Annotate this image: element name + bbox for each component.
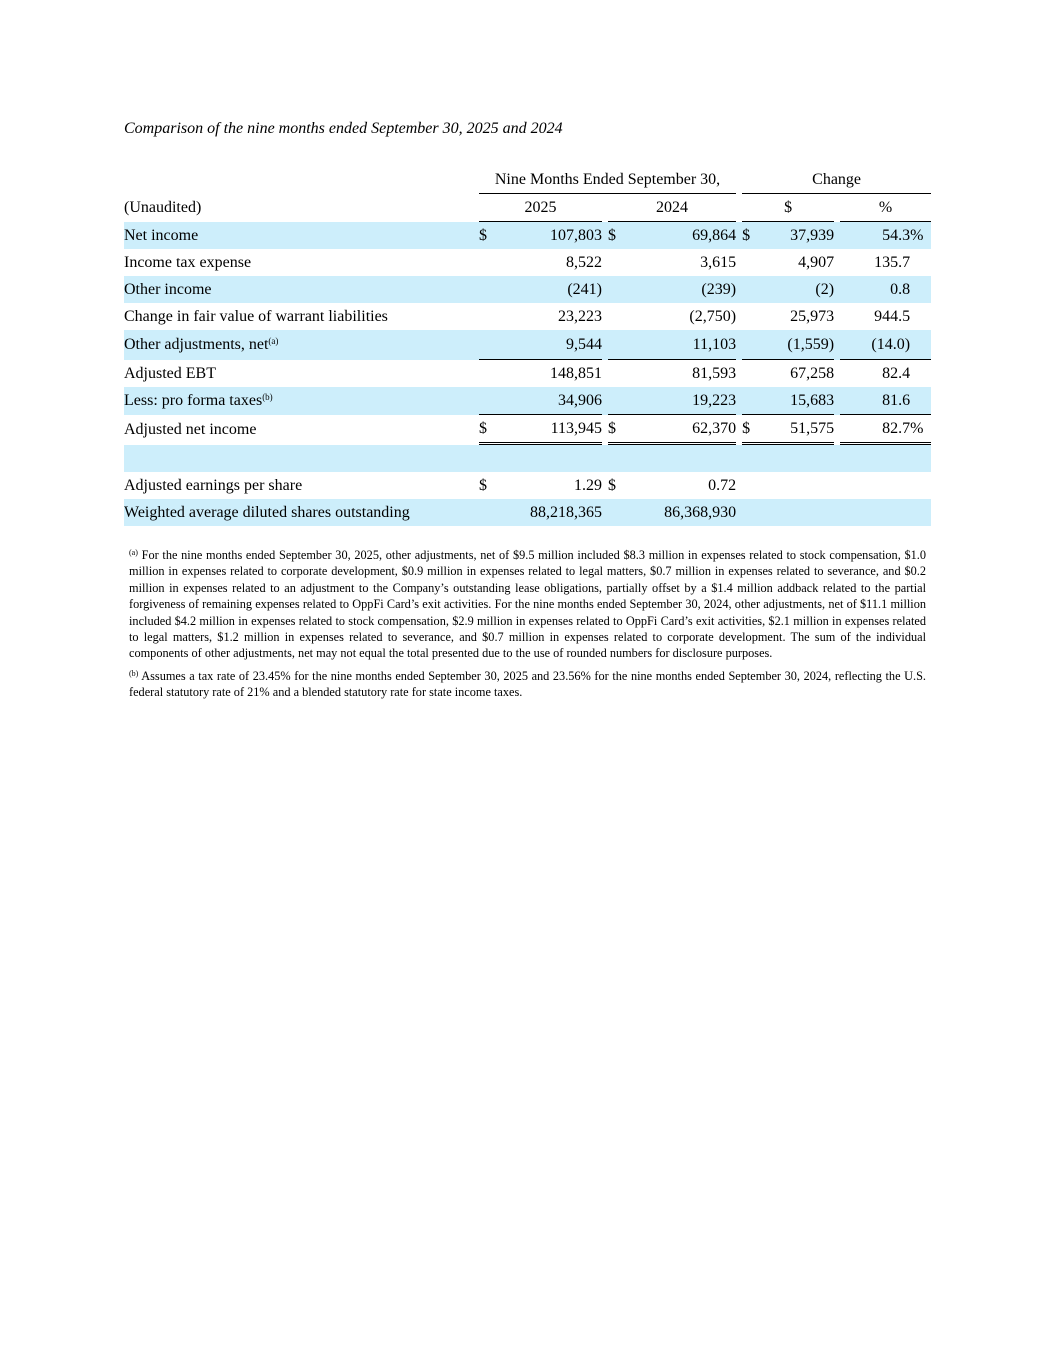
header-group-row [124,166,931,194]
unaudited-label: (Unaudited) [124,199,202,216]
col-change-dollar-header: $ [742,194,834,222]
table-row-adjusted-ebt: Adjusted EBT 148,851 81,593 67,258 82.4 [124,364,911,382]
table-row-eps: Adjusted earnings per share $ 1.29 $ 0.72 [124,476,737,494]
table-row-warrant-liabilities: Change in fair value of warrant liabilities 23,223 (2,750) 25,973 944.5 [124,307,911,325]
period-group-header: Nine Months Ended September 30, [479,166,736,194]
footnote-b: $^{(b)}$ Assumes a tax rate of 23.45% for the nine months ended September 30, 2025 and 23.56% for the nine months ended September 30, 2024, reflecting the U.S. federal statutory rate of 21% and a blended statutory rate for state income taxes. [129,668,926,700]
col-change-percent-header: % [840,194,931,222]
table-row-income-tax: Income tax expense 8,522 3,615 4,907 135.7 [124,253,911,271]
adjusted-net-income-table [124,166,931,526]
footnote-a: $^{(a)}$ For the nine months ended September 30, 2025, other adjustments, net of $9.5 million included $8.3 million in expenses related to stock compensation, $1.0 million in expenses related to corporate development, $0.9 million in expenses related to legal matters, $0.7 million in expenses related to severance, and $0.2 million in expenses related to an adjustment to the Company’s outstanding lease obligations, partially offset by a $1.4 million addback related to the partial forgiveness of remaining expenses related to OppFi Card’s exit activities. For the nine months ended September 30, 2024, other adjustments, net of $11.1 million included $4.2 million in expenses related to stock compensation, $2.9 million in expenses related to OppFi Card’s exit activities, $2.1 million in expenses related to legal matters, $1.2 million in expenses related to severance, and $0.7 million in expenses related to corporate development. The sum of the individual components of other adjustments, net may not equal the total presented due to the use of rounded numbers for disclosure purposes. [129,548,927,661]
header-column-row [124,194,931,222]
table-row-diluted-shares: Weighted average diluted shares outstanding 88,218,365 86,368,930 [124,499,931,526]
table-row-pro-forma-taxes: Less: pro forma taxes$^{(b)}$ 34,906 19,223 15,683 81.6 [124,387,931,415]
col-2024-header: 2024 [608,194,736,222]
footnote-ref-a: (a) [268,336,279,346]
table-row-other-adjustments: Other adjustments, net$^{(a)}$ 9,544 11,103 (1,559) (14.0) [124,330,931,360]
footnotes [129,547,926,707]
change-group-header: Change [742,166,931,194]
table-row-spacer [124,445,931,472]
footnote-ref-b: (b) [262,392,273,402]
section-heading: Comparison of the nine months ended September 30, 2025 and 2024 [124,120,563,137]
table-row-net-income: Net income $ 107,803 $ 69,864 $ 37,939 54.3 % [124,222,931,249]
table-row-adjusted-net-income: Adjusted net income $ 113,945 $ 62,370 $ 51,575 82.7 % [124,415,931,445]
table-row-other-income: Other income (241) (239) (2) 0.8 [124,276,931,303]
col-2025-header: 2025 [479,194,602,222]
